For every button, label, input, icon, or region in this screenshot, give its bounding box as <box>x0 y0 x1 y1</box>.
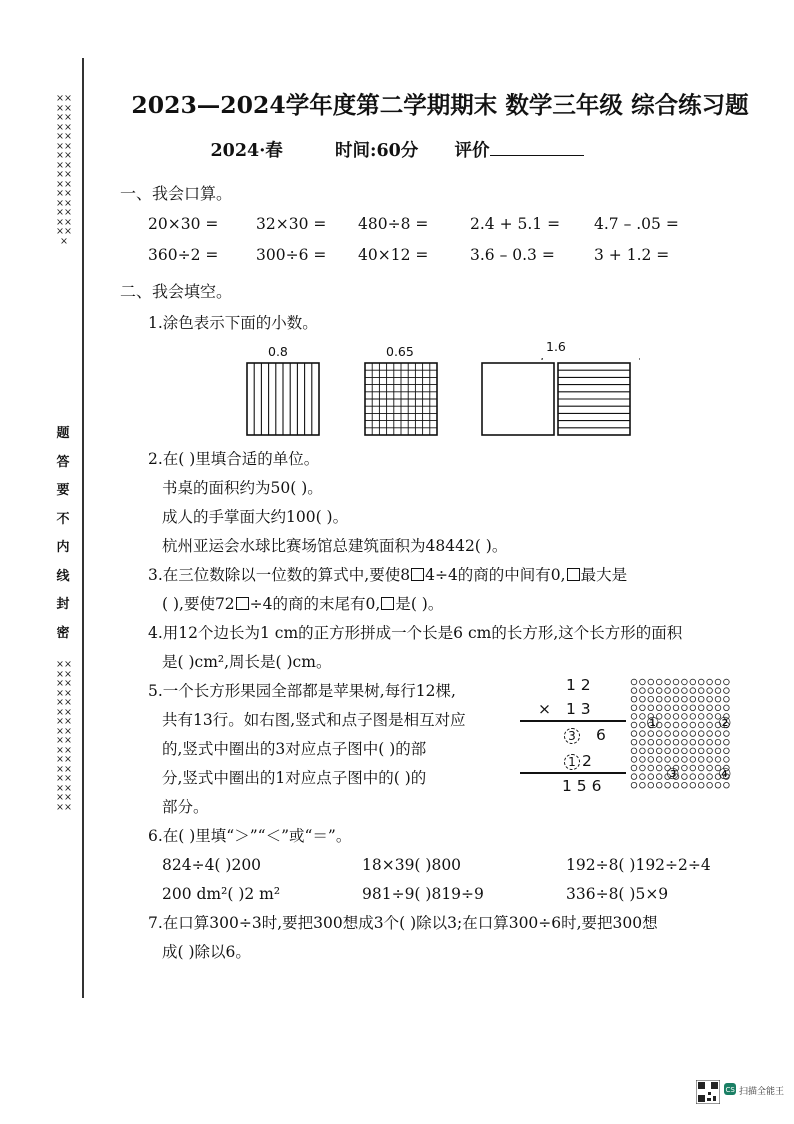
season-label: 2024·春 <box>210 141 283 161</box>
dot <box>724 679 730 685</box>
compare-item: 192÷8( )192÷2÷4 <box>566 856 711 874</box>
dot <box>665 679 671 685</box>
q3-text: ÷4的商的末尾有0, <box>249 595 381 613</box>
page-subtitle <box>0 137 794 162</box>
dot <box>673 714 679 720</box>
dot <box>690 731 696 737</box>
dot <box>665 782 671 788</box>
q7-line1: 7.在口算300÷3时,要把300想成3个( )除以3;在口算300÷6时,要把300想 <box>148 914 658 932</box>
dot <box>690 774 696 780</box>
dot <box>673 757 679 763</box>
calc-rule-1 <box>520 720 626 722</box>
dot <box>648 705 654 711</box>
compare-item: 200 dm²( )2 m² <box>162 885 281 903</box>
dot <box>690 739 696 745</box>
evaluation-blank[interactable] <box>490 141 584 156</box>
dot <box>656 782 662 788</box>
dot <box>715 739 721 745</box>
q2-line: 书桌的面积约为50( )。 <box>162 479 323 497</box>
q5-line: 5.一个长方形果园全部都是苹果树,每行12棵, <box>148 682 456 700</box>
dot <box>707 696 713 702</box>
calc-item: 32×30 = <box>256 215 327 233</box>
dot <box>698 757 704 763</box>
dot <box>690 679 696 685</box>
q2-line: 杭州亚运会水球比赛场馆总建筑面积为48442( )。 <box>162 537 508 555</box>
dot <box>682 765 688 771</box>
dot <box>707 739 713 745</box>
dot <box>648 782 654 788</box>
calc-item: 300÷6 = <box>256 246 327 264</box>
dot <box>715 679 721 685</box>
dot <box>631 748 637 754</box>
dot <box>707 774 713 780</box>
dot <box>673 722 679 728</box>
blank-square[interactable] <box>411 568 424 581</box>
section1-heading: 一、我会口算。 <box>120 184 233 203</box>
q3-text: 最大是 <box>580 566 628 584</box>
dot <box>656 696 662 702</box>
dot <box>682 748 688 754</box>
dot <box>724 696 730 702</box>
dot <box>640 765 646 771</box>
dot <box>648 765 654 771</box>
factor-a: 1 2 <box>566 676 591 694</box>
dot <box>690 765 696 771</box>
dot <box>673 731 679 737</box>
dot <box>631 765 637 771</box>
calc-item: 2.4 + 5.1 = <box>470 215 561 233</box>
dot <box>715 782 721 788</box>
q2-line: 成人的手掌面大约100( )。 <box>162 508 349 526</box>
side-word: 要 <box>56 483 70 498</box>
dot <box>707 731 713 737</box>
dot <box>690 688 696 694</box>
product: 1 5 6 <box>562 777 602 795</box>
decimal-grids <box>240 358 640 442</box>
compare-item: 824÷4( )200 <box>162 856 262 874</box>
side-word: 密 <box>56 625 70 641</box>
dot <box>707 714 713 720</box>
dot-array <box>628 676 738 796</box>
dot <box>640 722 646 728</box>
binding-warning <box>53 420 73 648</box>
grid-tenths-horizontal[interactable] <box>558 363 630 435</box>
dot <box>682 722 688 728</box>
dot <box>665 757 671 763</box>
dot <box>698 714 704 720</box>
times-sign: × <box>538 700 551 718</box>
q5-line: 共有13行。如右图,竖式和点子图是相互对应 <box>162 711 466 729</box>
dot <box>656 739 662 745</box>
dot <box>698 688 704 694</box>
grid-label-0-8: 0.8 <box>268 344 288 359</box>
blank-square[interactable] <box>567 568 580 581</box>
calc-item: 3 + 1.2 = <box>594 246 670 264</box>
q7-line2: 成( )除以6。 <box>162 943 251 961</box>
dot <box>698 731 704 737</box>
dot <box>665 731 671 737</box>
grid-label-0-65: 0.65 <box>386 344 414 359</box>
circled-3: 3 <box>564 728 580 744</box>
q3-text: 4÷4的商的中间有0, <box>425 566 566 584</box>
dot <box>715 696 721 702</box>
dot <box>673 679 679 685</box>
dot <box>690 714 696 720</box>
dot <box>631 679 637 685</box>
region-1: ① <box>646 714 660 732</box>
dot <box>698 679 704 685</box>
dot <box>631 731 637 737</box>
dot <box>707 705 713 711</box>
brace-1-6 <box>542 358 640 360</box>
dot <box>631 705 637 711</box>
side-word: 题 <box>56 426 70 441</box>
dot <box>640 739 646 745</box>
grid-whole-square[interactable] <box>482 363 554 435</box>
side-word: 线 <box>56 568 70 584</box>
dot <box>656 705 662 711</box>
dot <box>648 748 654 754</box>
dot <box>698 739 704 745</box>
dot <box>682 757 688 763</box>
dot <box>724 757 730 763</box>
partial-1: 6 <box>596 726 606 744</box>
dot <box>673 705 679 711</box>
dot <box>690 782 696 788</box>
dot <box>690 748 696 754</box>
dot <box>690 705 696 711</box>
calc-item: 480÷8 = <box>358 215 429 233</box>
compare-item: 981÷9( )819÷9 <box>362 885 484 903</box>
calc-rule-2 <box>520 772 626 774</box>
calc-item: 4.7 – .05 = <box>594 215 679 233</box>
dot <box>640 679 646 685</box>
dot <box>698 748 704 754</box>
dot <box>631 739 637 745</box>
dot <box>648 739 654 745</box>
dot <box>715 688 721 694</box>
scanner-label: 扫描全能王 <box>739 1087 785 1097</box>
page-title: 2023—2024学年度第二学期期末 数学三年级 综合练习题 <box>131 91 749 119</box>
dot <box>656 748 662 754</box>
dot <box>698 705 704 711</box>
partial-2: 2 <box>582 752 592 770</box>
dot <box>724 782 730 788</box>
q6-text: 6.在( )里填“＞”“＜”或“＝”。 <box>148 827 352 845</box>
dot <box>707 782 713 788</box>
side-word: 不 <box>56 511 70 527</box>
dot <box>656 688 662 694</box>
dot <box>640 782 646 788</box>
side-word: 封 <box>56 597 70 612</box>
dot <box>707 757 713 763</box>
dot <box>648 679 654 685</box>
q4-line1: 4.用12个边长为1 cm的正方形拼成一个长是6 cm的长方形,这个长方形的面积 <box>148 624 683 642</box>
dot <box>640 748 646 754</box>
dot <box>648 757 654 763</box>
dot <box>640 688 646 694</box>
dot <box>631 782 637 788</box>
dot <box>682 739 688 745</box>
q1-text: 1.涂色表示下面的小数。 <box>148 314 318 332</box>
dot <box>640 731 646 737</box>
time-label: 时间:60分 <box>334 141 419 161</box>
dot <box>640 705 646 711</box>
dot <box>682 679 688 685</box>
dot <box>707 765 713 771</box>
dot <box>682 731 688 737</box>
dot <box>682 705 688 711</box>
q3-line1 <box>148 568 627 584</box>
q3-line2 <box>162 597 443 613</box>
dot <box>690 757 696 763</box>
dot <box>631 722 637 728</box>
dot <box>648 688 654 694</box>
dot <box>698 722 704 728</box>
dot <box>631 757 637 763</box>
region-3: ③ <box>666 765 680 783</box>
dot <box>724 748 730 754</box>
evaluation-label: 评价 <box>454 141 490 161</box>
binding-margin-line <box>82 58 84 998</box>
q4-line2: 是( )cm²,周长是( )cm。 <box>162 653 332 671</box>
dot <box>698 696 704 702</box>
dot <box>665 748 671 754</box>
dot <box>690 722 696 728</box>
scanner-logo-icon <box>724 1083 736 1095</box>
dot <box>707 748 713 754</box>
dot <box>682 774 688 780</box>
dot <box>665 714 671 720</box>
q5-line: 分,竖式中圈出的1对应点子图中的( )的 <box>162 769 427 787</box>
side-word: 答 <box>56 454 70 470</box>
dot <box>631 774 637 780</box>
dot <box>665 722 671 728</box>
dot <box>707 722 713 728</box>
dot <box>682 782 688 788</box>
dot <box>665 705 671 711</box>
grid-label-1-6: 1.6 <box>546 339 566 354</box>
dot <box>673 688 679 694</box>
calc-item: 360÷2 = <box>148 246 219 264</box>
binding-crosses-top: ××××××××××××××××××××××××××××××× <box>56 93 72 247</box>
dot <box>698 765 704 771</box>
dot <box>656 765 662 771</box>
dot <box>673 782 679 788</box>
q3-text: 是( )。 <box>395 595 444 613</box>
dot <box>715 757 721 763</box>
dot <box>682 688 688 694</box>
dot <box>665 739 671 745</box>
factor-b: 1 3 <box>566 700 591 718</box>
circled-1: 1 <box>564 754 580 770</box>
dot <box>631 696 637 702</box>
dot <box>707 679 713 685</box>
dot <box>640 696 646 702</box>
dot <box>648 696 654 702</box>
dot <box>682 696 688 702</box>
dot <box>640 757 646 763</box>
q3-text: 3.在三位数除以一位数的算式中,要使8 <box>148 566 411 584</box>
dot <box>673 748 679 754</box>
compare-item: 336÷8( )5×9 <box>566 885 669 903</box>
blank-square[interactable] <box>236 597 249 610</box>
dot <box>707 688 713 694</box>
compare-item: 18×39( )800 <box>362 856 462 874</box>
grid-hundredths[interactable] <box>365 363 437 435</box>
dot <box>698 774 704 780</box>
q3-text: ( ),要使72 <box>162 595 235 613</box>
calc-item: 20×30 = <box>148 215 219 233</box>
dot <box>724 688 730 694</box>
dot <box>698 782 704 788</box>
dot <box>665 696 671 702</box>
calc-item: 40×12 = <box>358 246 429 264</box>
dot <box>656 757 662 763</box>
q5-line: 部分。 <box>162 798 209 816</box>
region-2: ② <box>718 714 732 732</box>
dot <box>690 696 696 702</box>
dot <box>682 714 688 720</box>
dot <box>724 739 730 745</box>
blank-square[interactable] <box>381 597 394 610</box>
dot <box>656 679 662 685</box>
binding-crosses-bottom: ×××××××××××××××××××××××××××××××× <box>56 659 72 813</box>
dot <box>640 774 646 780</box>
side-word: 内 <box>56 540 70 555</box>
vertical-multiplication <box>508 676 628 798</box>
dot <box>640 714 646 720</box>
dot <box>648 774 654 780</box>
dot <box>673 739 679 745</box>
dot <box>715 705 721 711</box>
calc-item: 3.6 – 0.3 = <box>470 246 555 264</box>
q5-line: 的,竖式中圈出的3对应点子图中( )的部 <box>162 740 427 758</box>
qr-code-icon <box>696 1080 720 1104</box>
grid-tenths-vertical[interactable] <box>247 363 319 435</box>
svg-text:CS: CS <box>725 1086 735 1094</box>
q2-text: 2.在( )里填合适的单位。 <box>148 450 320 468</box>
dot <box>656 774 662 780</box>
dot <box>673 696 679 702</box>
dot <box>631 688 637 694</box>
section2-heading: 二、我会填空。 <box>120 282 233 301</box>
dot <box>715 748 721 754</box>
region-4: ④ <box>718 765 732 783</box>
dot <box>724 705 730 711</box>
dot <box>631 714 637 720</box>
dot <box>665 688 671 694</box>
